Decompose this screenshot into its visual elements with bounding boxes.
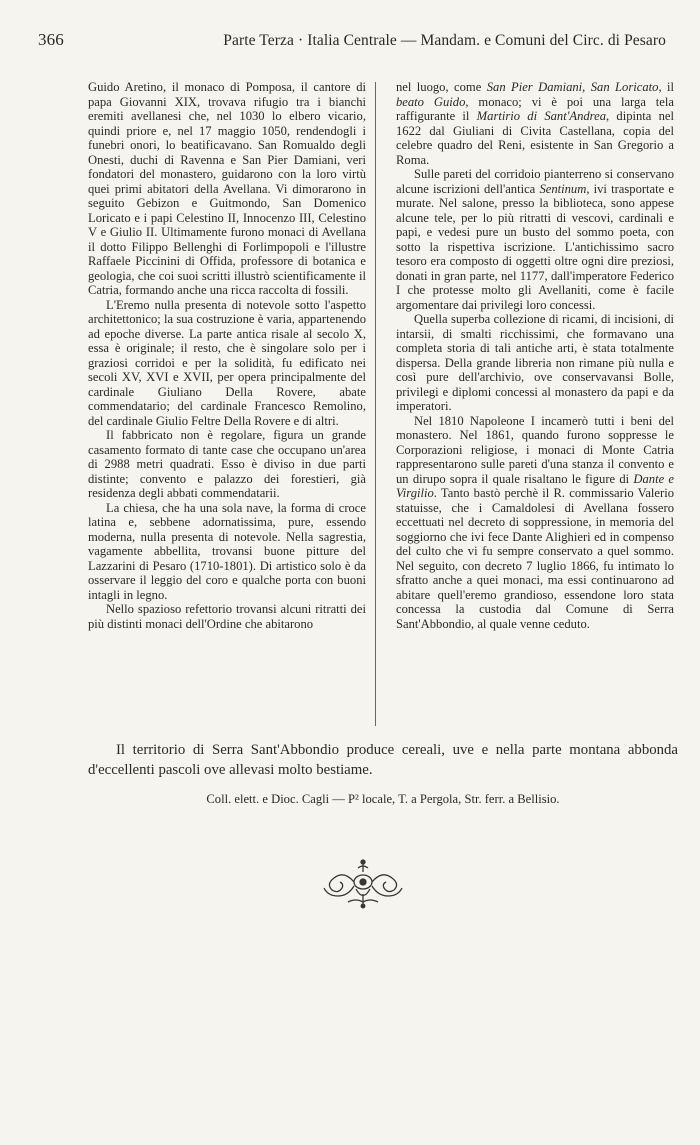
paragraph: Il territorio di Serra Sant'Abbondio produce cereali, uve e nella parte montana abbonda d'eccellenti pascoli ove allevasi molto bestiame. xyxy=(88,742,678,778)
collegio-line: Coll. elett. e Dioc. Cagli — P² locale, T. a Pergola, Str. ferr. a Bellisio. xyxy=(206,792,560,806)
column-divider xyxy=(375,82,376,726)
italic-name: Dante e Virgilio xyxy=(396,471,675,500)
paragraph: Nel 1810 Napoleone I incamerò tutti i beni del monastero. Nel 1861, quando furono soppresse le Corporazioni religiose, i monaci di Monte Catria rappresentarono sulle pareti d'una stanza il convento e un dirupo sopra il quale risaltano le figure di Dante e Virgilio. Tanto bastò perchè il R. commissario Valerio statuisse, che i Camaldolesi di Avellana fossero eccettuati nel decreto di soppressione, in memoria del soggiorno che ivi fece Dante Alighieri ed in compenso del culto che vi fu sempre conservato a quel sommo. Nel seguito, con decreto 7 luglio 1866, fu intimato lo sfratto anche a quei monaci, ma essi continuarono ad abitare quell'eremo grandioso, essendone loro stata concessa la custodia dal Comune di Serra Sant'Abbondio, al quale venne ceduto. xyxy=(396,413,675,631)
paragraph: La chiesa, che ha una sola nave, la forma di croce latina e, sebbene adornatissima, pure, essendo moderna, nulla presenta di notevole. Nella sagrestia, vagamente abbellita, trovansi buone pitture del Lazzarini di Pesaro (1710-1801). Di artistico solo è da osservare il leggio del coro e qualche porta con buoni intagli in legno. xyxy=(88,500,366,602)
page-number: 366 xyxy=(38,30,64,49)
italic-name: Sentinum xyxy=(539,181,587,196)
running-title: Parte Terza · Italia Centrale — Mandam. e Comuni del Circ. di Pesaro xyxy=(223,32,666,49)
paragraph: Quella superba collezione di ricami, di incisioni, di intarsii, di smalti ricchissimi, che formavano una completa storia di tali antiche arti, è stata totalmente dispersa. Della grande libreria non rimane più nulla e così pure dell'archivio, ove conservavansi Bolle, privilegi e diplomi concessi al monastero da papi e da imperatori. xyxy=(396,312,674,413)
paragraph: nel luogo, come San Pier Damiani, San Loricato, il beato Guido, monaco; vi è poi una larga tela raffigurante il Martirio di Sant'Andrea, dipinta nel 1622 dal Giuliani di Civita Castellana, copia del celebre quadro del Reni, esistente in San Gregorio a Roma. xyxy=(396,80,674,167)
fleuron-ornament-icon xyxy=(318,858,408,910)
italic-name: San Pier Damiani, San Loricato xyxy=(486,80,659,94)
italic-title: Martirio di Sant'Andrea xyxy=(476,109,607,123)
paragraph: Sulle pareti del corridoio pianterreno si conservano alcune iscrizioni dell'antica Sentinum, ivi trasportate e murate. Nel salone, presso la biblioteca, sono appese alcune tele, per lo più ritratti di vescovi, cardinali e papi, e vedesi pure un busto del sommo poeta, con sotto la rispettiva iscrizione. L'antichissimo sacro tesoro era composto di oggetti oltre ogni dire preziosi, donati in gran parte, nel 1177, dall'imperatore Federico I che protesse molto gli Avellaniti, come è facile argomentare dai privilegi loro concessi. xyxy=(396,167,674,312)
paragraph: Nello spazioso refettorio trovansi alcuni ritratti dei più distinti monaci dell'Ordine che abitarono xyxy=(88,602,366,631)
running-header xyxy=(38,30,666,50)
closing-paragraph xyxy=(88,740,678,780)
two-column-body xyxy=(88,80,674,728)
right-column xyxy=(396,80,674,728)
left-column xyxy=(88,80,366,728)
paragraph: L'Eremo nulla presenta di notevole sotto l'aspetto architettonico; la sua costruzione è varia, appartenendo ad epoche diverse. La parte antica risale al secolo X, essa è originale; il resto, che è singolare solo per i graziosi corridoi e per la solidità, fu edificato nei secoli XV, XVI e XVII, per opera principalmente del cardinale Giuliano Della Rovere, abate commendatario; del cardinale Francesco Remolino, del cardinale Giulio Feltre Della Rovere e di altri. xyxy=(88,297,366,428)
paragraph: Guido Aretino, il monaco di Pomposa, il cantore di papa Giovanni XIX, trovava rifugio tra i bianchi eremiti avellanesi che, nel 1030 lo elbero vicario, quindi priore e, nel 17 maggio 1050, rendendogli i funebri onori, lo beatificavano. San Romualdo degli Onesti, duchi di Ravenna e San Pier Damiani, veri fondatori del monastero, guidarono con la loro virtù quei primi abitatori della Avellana. Vi dimorarono in seguito Gebizon e Guitmondo, San Domenico Loricato e i papi Celestino II, Innocenzo III, Celestino V e Giulio II. Ultimamente furono monaci di Avellana il dotto Filippo Bellenghi di Forlimpopoli e l'illustre Raffaele Piccinini di Offida, professore di botanica e geologia, che coi suoi scritti illustrò scientificamente il Catria, formando anche una ricca raccolta di fossili. xyxy=(88,80,366,297)
paragraph: Il fabbricato non è regolare, figura un grande casamento formato di tante case che occupano un'area di 2988 metri quadrati. Esso è diviso in due parti distinte; convento e palazzo dei forestieri, già residenza degli abbati commendatarii. xyxy=(88,428,366,500)
italic-name: beato Guido xyxy=(396,94,466,109)
